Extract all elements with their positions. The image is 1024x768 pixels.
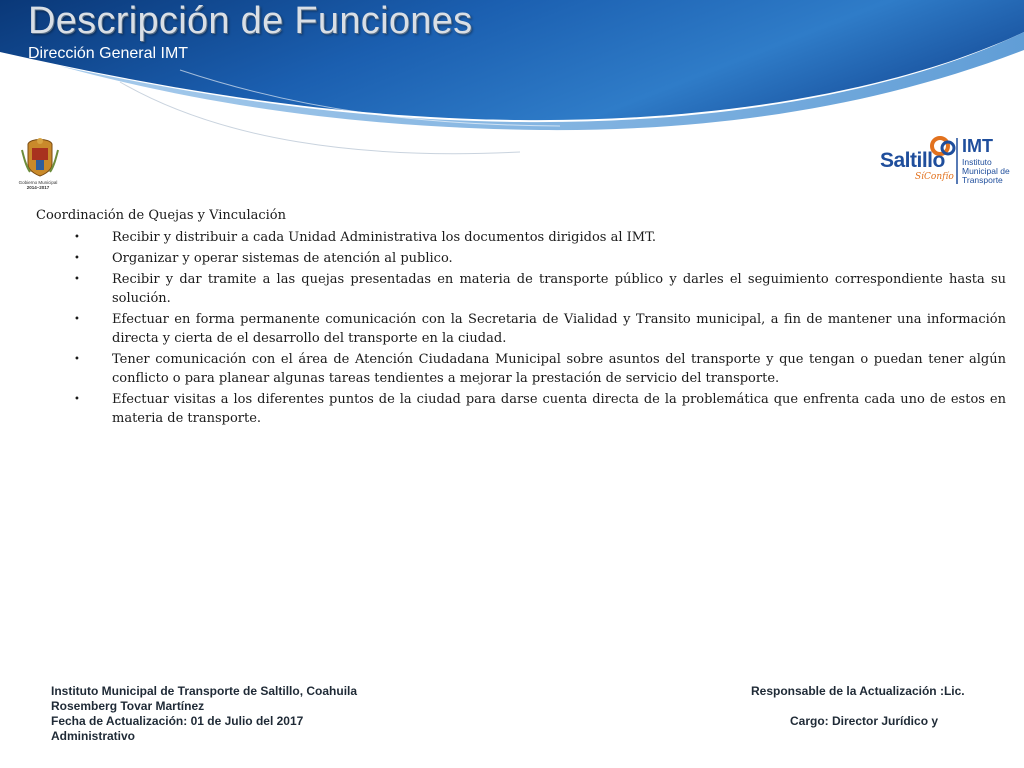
list-item: • Organizar y operar sistemas de atención al publico. — [112, 249, 1006, 268]
list-item: • Efectuar en forma permanente comunicación con la Secretaria de Vialidad y Transito municipal, a fin de mantener una información directa y cierta de el desarrollo del transporte en la ciudad. — [112, 310, 1006, 348]
saltillo-brand: Saltillo — [880, 149, 945, 172]
list-item: • Tener comunicación con el área de Atención Ciudadana Municipal sobre asuntos del transporte y que tengan o puedan tener algún conflicto o para planear algunas tareas tendientes a mejorar la prestación de servicio del transporte. — [112, 350, 1006, 388]
footer-position-cont: Administrativo — [51, 729, 136, 743]
footer-update-date: Fecha de Actualización: 01 de Julio del 2017 — [51, 714, 304, 728]
functions-content — [36, 206, 1006, 430]
footer-responsible-label: Responsable de la Actualización :Lic. — [751, 684, 965, 698]
logo-caption: Gobierno Municipal — [18, 180, 58, 185]
list-item: • Recibir y distribuir a cada Unidad Administrativa los documentos dirigidos al IMT. — [112, 228, 1006, 247]
imt-name-line2: Municipal de — [962, 166, 1010, 176]
footer-institution: Instituto Municipal de Transporte de Saltillo, Coahuila — [51, 684, 358, 698]
footer-position-label: Cargo: Director Jurídico y — [790, 714, 939, 728]
footer — [51, 684, 1011, 744]
imt-acronym: IMT — [962, 136, 993, 156]
logo-caption-years: 2014–2017 — [26, 185, 50, 190]
imt-name-line3: Transporte — [962, 175, 1003, 185]
page-subtitle: Dirección General IMT — [28, 45, 189, 62]
page-title: Descripción de Funciones — [28, 0, 473, 42]
functions-list — [36, 228, 1006, 428]
list-item: • Efectuar visitas a los diferentes puntos de la ciudad para darse cuenta directa de la problemática que enfrenta cada uno de estos en materia de transporte. — [112, 390, 1006, 428]
section-title: Coordinación de Quejas y Vinculación — [36, 208, 287, 223]
list-item: • Recibir y dar tramite a las quejas presentadas en materia de transporte público y darles el seguimiento correspondiente hasta su solución. — [112, 270, 1006, 308]
imt-name-line1: Instituto — [962, 157, 992, 167]
footer-responsible-name: Rosemberg Tovar Martínez — [51, 699, 205, 713]
siconfio-tagline: SíConfío — [915, 172, 954, 182]
